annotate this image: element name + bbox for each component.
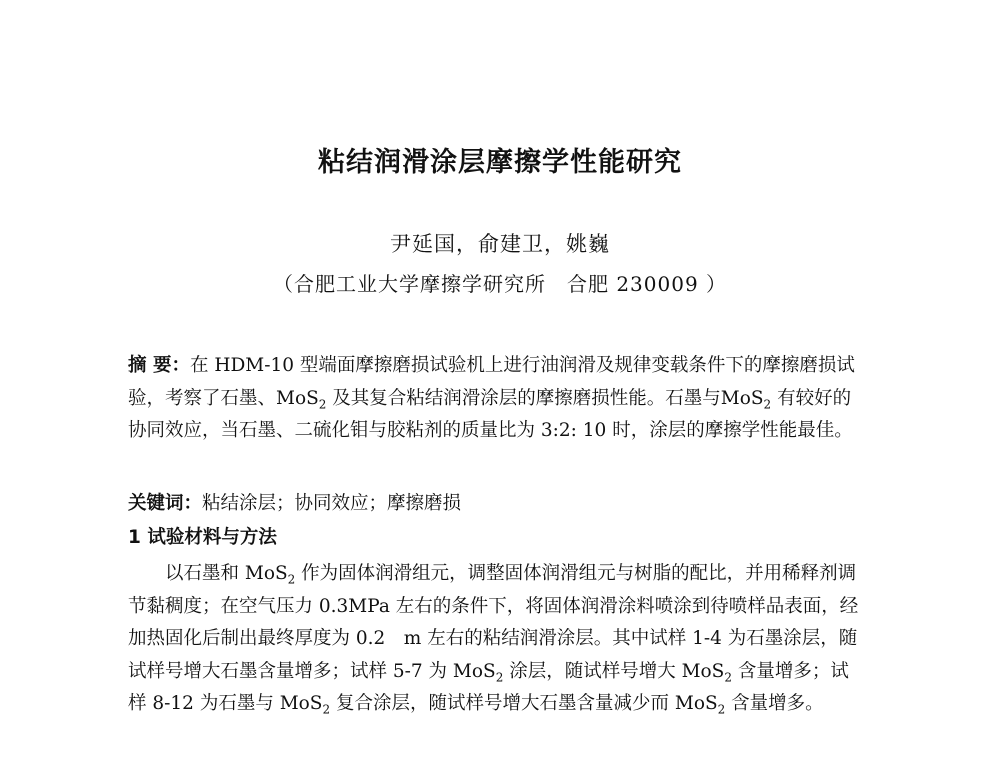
para-text-5: 复合涂层，随试样号增大石墨含量减少而 MoS <box>330 693 718 715</box>
paper-title: 粘结润滑涂层摩擦学性能研究 <box>318 147 682 178</box>
paper-affiliation: （合肥工业大学摩擦学研究所 合肥 230009 ） <box>272 272 728 296</box>
abstract-label: 摘 要： <box>128 355 190 376</box>
para-subscript-1: 2 <box>287 572 296 587</box>
abstract-text-3: 有较好的协同效应，当石墨、二硫化钼与胶粘剂的质量比为 3:2: 10 时，涂层的摩擦学性能最佳。 <box>128 387 853 442</box>
keywords-text: 粘结涂层；协同效应；摩擦磨损 <box>202 493 462 514</box>
abstract-text-1: 在 HDM-10 型端面摩擦磨损试验机上进行油润滑及规律变载条件下的摩擦磨损试验，考察了石墨、MoS <box>128 355 855 409</box>
para-subscript-5: 2 <box>717 703 726 718</box>
body-paragraph <box>128 558 863 721</box>
para-subscript-3: 2 <box>724 670 733 685</box>
para-text-3: 涂层，随试样号增大 MoS <box>503 660 725 682</box>
abstract-subscript-2: 2 <box>763 397 772 412</box>
para-text-1: 以石墨和 MoS <box>165 563 288 584</box>
paper-authors: 尹延国，俞建卫，姚巍 <box>390 232 610 256</box>
abstract-subscript-1: 2 <box>318 397 327 412</box>
para-text-4: 含量增多；试样 8-12 为石墨与 MoS <box>128 660 849 715</box>
keywords-label: 关键词： <box>128 493 203 514</box>
para-text-2: 作为固体润滑组元，调整固体润滑组元与树脂的配比，并用稀释剂调节黏稠度；在空气压力 0.3MPa 左右的条件下，将固体润滑涂料喷涂到待喷样品表面，经加热固化后制出最终厚度为 0.2 m 左右的粘结润滑涂层。其中试样 1-4 为石墨涂层，随试样号增大石墨含量增多；试样 5-7 为 MoS <box>128 563 859 682</box>
para-subscript-4: 2 <box>322 703 331 718</box>
abstract-paragraph <box>128 350 863 448</box>
abstract-text-2: 及其复合粘结润滑涂层的摩擦磨损性能。石墨与MoS <box>326 387 764 409</box>
keywords-line <box>128 488 863 521</box>
para-subscript-2: 2 <box>495 670 504 685</box>
para-text-6: 含量增多。 <box>725 693 824 715</box>
section-heading: 1 试验材料与方法 <box>128 527 277 548</box>
